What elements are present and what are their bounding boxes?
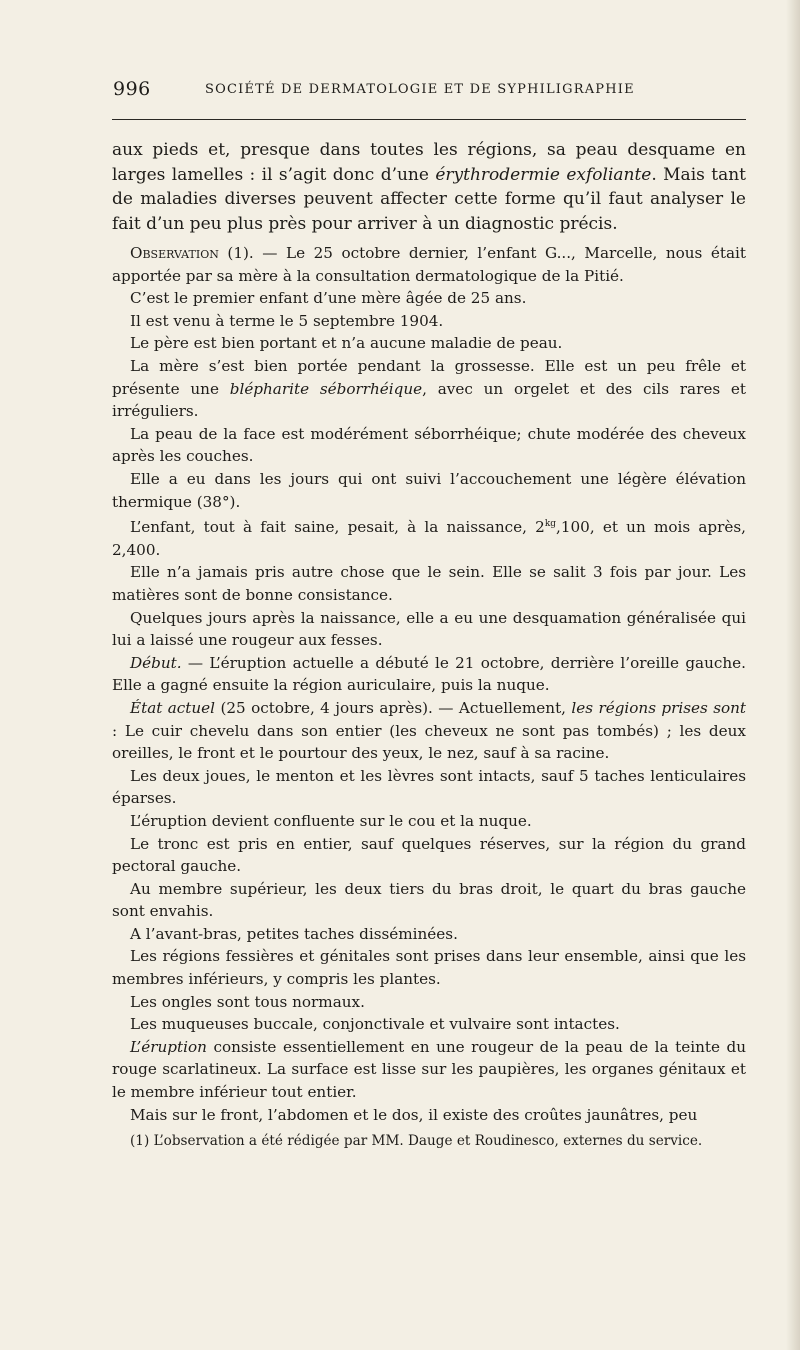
italic-heading: État actuel [130, 698, 216, 717]
italic-term: érythrodermie exfoliante [435, 164, 652, 185]
italic-term: blépharite séborrhéique [229, 379, 423, 398]
paragraph-father: Le père est bien portant et n’a aucune maladie de peau. [130, 334, 563, 353]
paragraph-term: Il est venu à terme le 5 septembre 1904. [130, 311, 444, 330]
paragraph-forearm: A l’avant-bras, petites taches disséminées. [130, 924, 458, 943]
paragraph-debut: Début. — L’éruption actuelle a débuté le 21 octobre, derrière l’oreille gauche. Elle a gagné ensuite la région auriculaire, puis la nuque. [112, 653, 746, 695]
footnote: (1) L’observation a été rédigée par MM. Dauge et Roudinesco, externes du service. [130, 1133, 703, 1150]
paragraph-fever: Elle a eu dans les jours qui ont suivi l’accouchement une légère élévation thermique (38°). [112, 469, 746, 511]
paragraph-cheeks: Les deux joues, le menton et les lèvres sont intacts, sauf 5 taches lenticulaires éparses. [112, 766, 746, 808]
running-title: SOCIÉTÉ DE DERMATOLOGIE ET DE SYPHILIGRAPHIE [205, 82, 635, 97]
paragraph-weight: L’enfant, tout à fait saine, pesait, à la naissance, $2^{kg},100$, et un mois après, 2,400. [112, 518, 746, 559]
paragraph-upper-limb: Au membre supérieur, les deux tiers du bras droit, le quart du bras gauche sont envahis. [112, 879, 746, 921]
paragraph-mucosa: Les muqueuses buccale, conjonctivale et vulvaire sont intactes. [130, 1015, 620, 1034]
running-header [113, 78, 743, 102]
italic-heading: Début. [130, 653, 182, 672]
page-number: 996 [113, 78, 151, 100]
italic-heading: L’éruption [130, 1037, 207, 1056]
page-edge-shadow [786, 0, 800, 1350]
paragraph-confluent: L’éruption devient confluente sur le cou et la nuque. [130, 811, 532, 830]
paragraph-crusts: Mais sur le front, l’abdomen et le dos, il existe des croûtes jaunâtres, peu [130, 1105, 698, 1124]
paragraph-buttocks: Les régions fessières et génitales sont prises dans leur ensemble, ainsi que les membres inférieurs, y compris les plantes. [112, 947, 746, 989]
paragraph-nails: Les ongles sont tous normaux. [130, 992, 365, 1011]
italic-term: les régions prises sont [571, 698, 747, 717]
paragraph-feeding: Elle n’a jamais pris autre chose que le sein. Elle se salit 3 fois par jour. Les matières sont de bonne consistance. [112, 563, 746, 604]
paragraph-face: La peau de la face est modérément séborrhéique; chute modérée des cheveux après les couches. [112, 424, 746, 466]
paragraph-desquamation: Quelques jours après la naissance, elle a eu une desquamation généralisée qui lui a laissé une rougeur aux fesses. [112, 608, 746, 650]
header-rule [112, 119, 746, 120]
paragraph-observation: Observation (1). — Le 25 octobre dernier, l’enfant G..., Marcelle, nous était apportée par sa mère à la consultation dermatologique de la Pitié. [112, 244, 746, 285]
unit-superscript: kg [544, 519, 557, 530]
paragraph-eruption: L’éruption consiste essentiellement en une rougeur de la peau de la teinte du rouge scarlatineux. La surface est lisse sur les paupières, les organes génitaux et le membre inférieur tout entier. [112, 1037, 746, 1102]
body-text [112, 138, 746, 1151]
paragraph-intro: aux pieds et, presque dans toutes les régions, sa peau desquame en larges lamelles : il s’agit donc d’une érythrodermie exfoliante. Mais tant de maladies diverses peuvent affecter cette forme qu’il faut analyser le fait d’un peu plus près pour arriver à un diagnostic précis. [112, 140, 746, 234]
paragraph-etat-actuel: État actuel (25 octobre, 4 jours après). — Actuellement, les régions prises sont : Le cuir chevelu dans son entier (les cheveux ne sont pas tombés) ; les deux oreilles, le front et le pourtour des yeux, le nez, sauf à sa racine. [112, 698, 747, 763]
paragraph-mother: La mère s’est bien portée pendant la grossesse. Elle est un peu frêle et présente une blépharite séborrhéique, avec un orgelet et des cils rares et irréguliers. [112, 356, 746, 421]
paragraph-first-child: C’est le premier enfant d’une mère âgée de 25 ans. [130, 289, 527, 308]
observation-label: Observation [130, 244, 219, 262]
paragraph-trunk: Le tronc est pris en entier, sauf quelques réserves, sur la région du grand pectoral gauche. [112, 834, 746, 876]
